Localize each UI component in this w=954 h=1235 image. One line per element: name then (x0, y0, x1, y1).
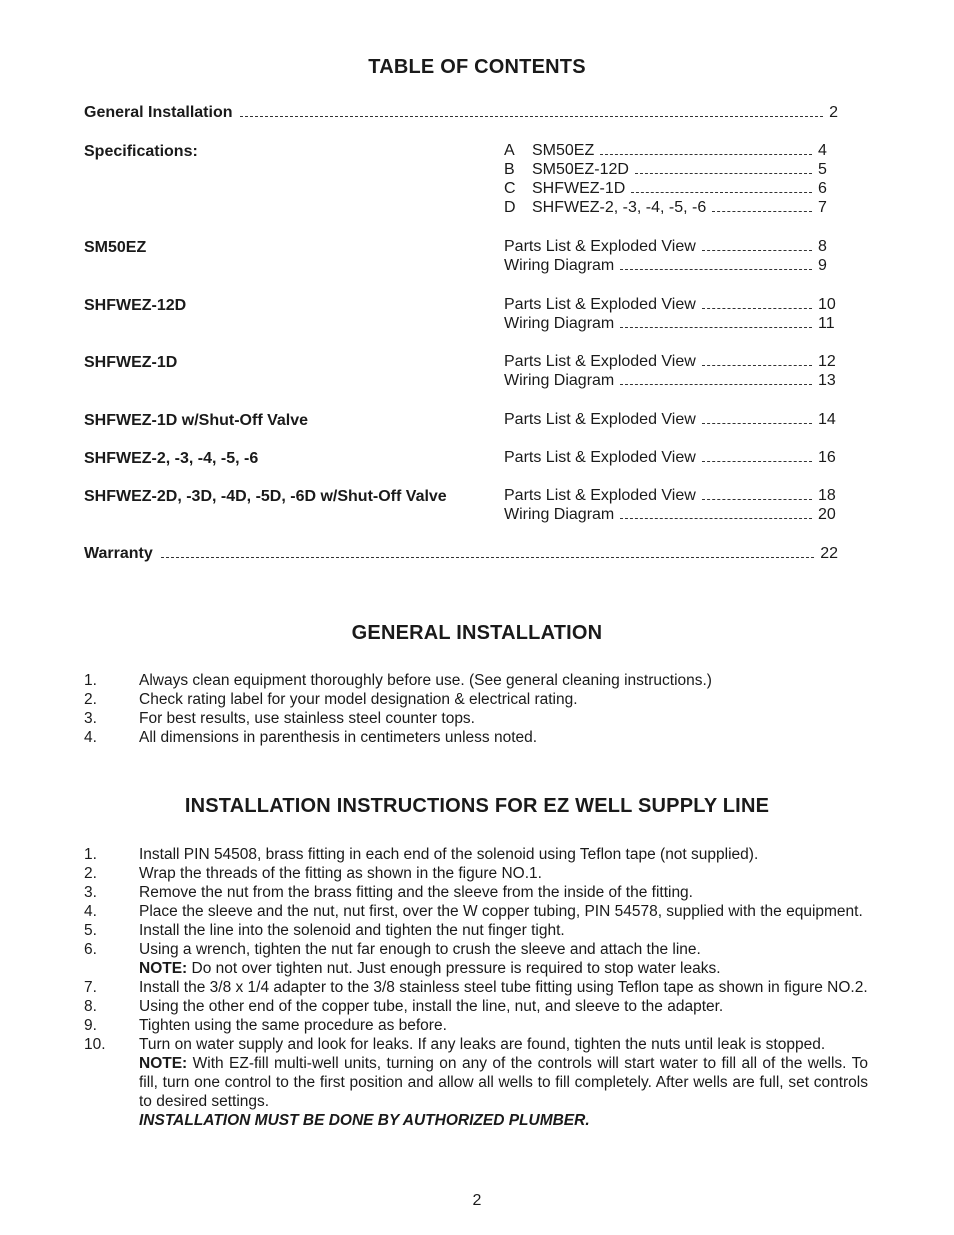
entry-page: 18 (818, 487, 836, 504)
item-number: 1. (84, 846, 97, 863)
leader-dots (702, 249, 812, 251)
toc-section-specifications: Specifications: (84, 143, 198, 160)
leader-dots (702, 307, 812, 309)
toc-section-entry (504, 313, 838, 333)
toc-section-entry (504, 504, 838, 524)
toc-entry-page: 22 (820, 545, 838, 562)
entry-page: 8 (818, 238, 827, 255)
entry-text: Parts List & Exploded View (504, 487, 696, 504)
entry-page: 10 (818, 296, 836, 313)
toc-spec-item (504, 178, 838, 198)
item-text: Wrap the threads of the fitting as shown in the figure NO.1. (139, 865, 542, 882)
general-installation-title: GENERAL INSTALLATION (351, 622, 603, 644)
list-item (84, 1035, 868, 1130)
leader-dots (600, 153, 812, 155)
entry-text: Parts List & Exploded View (504, 353, 696, 370)
list-item (84, 902, 868, 921)
item-text: Always clean equipment thoroughly before use. (See general cleaning instructions.) (139, 672, 712, 689)
spec-letter: C (504, 180, 516, 197)
entry-page: 12 (818, 353, 836, 370)
general-installation-list (84, 671, 868, 747)
item-number: 1. (84, 672, 97, 689)
spec-page: 6 (818, 180, 827, 197)
toc-entry-warranty (84, 543, 838, 563)
leader-dots (620, 383, 812, 385)
spec-model: SM50EZ-12D (532, 161, 629, 178)
toc-section-label: SHFWEZ-1D (84, 354, 178, 371)
entry-text: Wiring Diagram (504, 315, 615, 332)
toc-section-entry (504, 447, 838, 467)
spec-page: 4 (818, 142, 827, 159)
spec-model: SHFWEZ-2, -3, -4, -5, -6 (532, 199, 707, 216)
item-number: 9. (84, 1017, 97, 1034)
spec-model: SHFWEZ-1D (532, 180, 626, 197)
entry-text: Parts List & Exploded View (504, 238, 696, 255)
entry-text: Wiring Diagram (504, 372, 615, 389)
toc-section-entry (504, 409, 838, 429)
item-number: 10. (84, 1036, 106, 1053)
item-number: 7. (84, 979, 97, 996)
item-text: Using the other end of the copper tube, install the line, nut, and sleeve to the adapter. (139, 998, 724, 1015)
item-body (139, 940, 868, 978)
entry-page: 14 (818, 411, 836, 428)
toc-entry-label: Warranty (84, 545, 153, 562)
leader-dots (631, 191, 812, 193)
installation-instructions-title: INSTALLATION INSTRUCTIONS FOR EZ WELL SUPPLY LINE (184, 795, 770, 817)
toc-entry-label: General Installation (84, 104, 233, 121)
spec-page: 7 (818, 199, 827, 216)
toc-spec-item (504, 159, 838, 179)
page-number: 2 (472, 1192, 482, 1209)
toc-section-label: SHFWEZ-2, -3, -4, -5, -6 (84, 450, 259, 467)
note-text: Do not over tighten nut. Just enough pressure is required to stop water leaks. (187, 960, 721, 977)
list-item (84, 671, 868, 690)
plumber-warning: INSTALLATION MUST BE DONE BY AUTHORIZED PLUMBER. (139, 1112, 590, 1129)
entry-text: Parts List & Exploded View (504, 411, 696, 428)
list-item (84, 921, 868, 940)
item-text: Remove the nut from the brass fitting and the sleeve from the inside of the fitting. (139, 884, 693, 901)
leader-dots (702, 422, 812, 424)
list-item (84, 864, 868, 883)
item-body (139, 1035, 868, 1130)
entry-text: Parts List & Exploded View (504, 449, 696, 466)
toc-section-entry (504, 351, 838, 371)
item-text: Place the sleeve and the nut, nut first, over the W copper tubing, PIN 54578, supplied with the equipment. (139, 903, 863, 920)
item-text: For best results, use stainless steel counter tops. (139, 710, 475, 727)
toc-entry-general-installation (84, 102, 838, 122)
spec-page: 5 (818, 161, 827, 178)
leader-dots (702, 498, 812, 500)
toc-section-label: SHFWEZ-12D (84, 297, 187, 314)
list-item (84, 845, 868, 864)
note-label: NOTE: (139, 960, 188, 977)
entry-text: Parts List & Exploded View (504, 296, 696, 313)
item-number: 5. (84, 922, 97, 939)
toc-section-entry (504, 485, 838, 505)
item-text: Install the 3/8 x 1/4 adapter to the 3/8 stainless steel tube fitting using Teflon tape as shown in figure NO.2. (139, 979, 868, 996)
list-item (84, 883, 868, 902)
toc-section-entry (504, 236, 838, 256)
item-number: 6. (84, 941, 97, 958)
entry-page: 9 (818, 257, 827, 274)
spec-model: SM50EZ (532, 142, 595, 159)
item-text: Using a wrench, tighten the nut far enough to crush the sleeve and attach the line. (139, 941, 701, 958)
leader-dots (161, 556, 814, 558)
toc-section-label: SM50EZ (84, 239, 147, 256)
item-text: Install the line into the solenoid and tighten the nut finger tight. (139, 922, 565, 939)
item-text: Install PIN 54508, brass fitting in each end of the solenoid using Teflon tape (not supplied). (139, 846, 759, 863)
list-item (84, 690, 868, 709)
item-number: 3. (84, 884, 97, 901)
entry-text: Wiring Diagram (504, 257, 615, 274)
item-number: 4. (84, 729, 97, 746)
entry-page: 20 (818, 506, 836, 523)
list-item (84, 1016, 868, 1035)
note-label: NOTE: (139, 1055, 188, 1072)
leader-dots (620, 326, 812, 328)
leader-dots (702, 460, 812, 462)
leader-dots (712, 210, 812, 212)
spec-letter: D (504, 199, 516, 216)
spec-letter: A (504, 142, 515, 159)
toc-spec-item (504, 140, 838, 160)
leader-dots (702, 364, 812, 366)
toc-section-entry (504, 294, 838, 314)
entry-page: 16 (818, 449, 836, 466)
leader-dots (620, 517, 812, 519)
toc-section-label: SHFWEZ-2D, -3D, -4D, -5D, -6D w/Shut-Off Valve (84, 488, 447, 505)
list-item (84, 940, 868, 978)
leader-dots (620, 268, 812, 270)
item-text: Check rating label for your model designation & electrical rating. (139, 691, 578, 708)
installation-instructions-list (84, 845, 868, 1130)
toc-section-label: SHFWEZ-1D w/Shut-Off Valve (84, 412, 309, 429)
item-text: Turn on water supply and look for leaks. If any leaks are found, tighten the nuts until leak is stopped. (139, 1036, 826, 1053)
item-number: 2. (84, 865, 97, 882)
item-number: 8. (84, 998, 97, 1015)
entry-page: 13 (818, 372, 836, 389)
note-text: With EZ-fill multi-well units, turning on any of the controls will start water to fill all of the wells. To fill, turn one control to the first position and allow all wells to fill completely. After wells are full, set controls to desired settings. (139, 1055, 868, 1110)
item-number: 4. (84, 903, 97, 920)
item-text: Tighten using the same procedure as before. (139, 1017, 447, 1034)
toc-entry-page: 2 (829, 104, 838, 121)
spec-letter: B (504, 161, 515, 178)
toc-section-entry (504, 255, 838, 275)
leader-dots (635, 172, 812, 174)
list-item (84, 997, 868, 1016)
toc-title: TABLE OF CONTENTS (368, 56, 586, 78)
toc-spec-item (504, 197, 838, 217)
list-item (84, 709, 868, 728)
leader-dots (240, 115, 823, 117)
list-item (84, 978, 868, 997)
item-text: All dimensions in parenthesis in centimeters unless noted. (139, 729, 538, 746)
toc-section-entry (504, 370, 838, 390)
entry-text: Wiring Diagram (504, 506, 615, 523)
entry-page: 11 (818, 315, 835, 332)
list-item (84, 728, 868, 747)
item-number: 3. (84, 710, 97, 727)
item-number: 2. (84, 691, 97, 708)
